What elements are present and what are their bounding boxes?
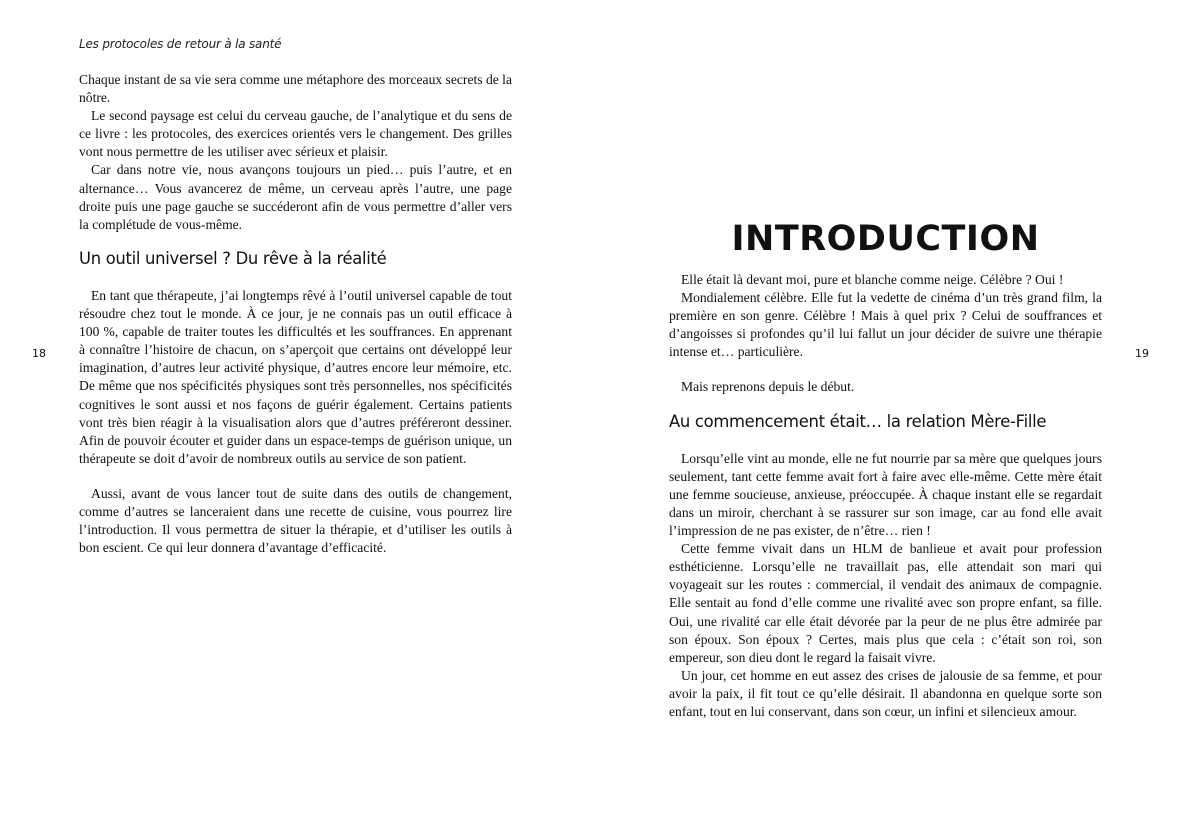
- page-number-left: 18: [32, 347, 46, 360]
- left-text-column: [79, 71, 512, 557]
- paragraph: Aussi, avant de vous lancer tout de suite dans des outils de changement, comme d’autres se lanceraient dans une recette de cuisine, vous pourrez lire l’introduction. Il vous permettra de situer la thérapie, et d’utiliser les outils à bon escient. Ce qui leur donnera d’avantage d’efficacité.: [79, 485, 512, 556]
- paragraph: Mais reprenons depuis le début.: [681, 379, 855, 395]
- right-text-column: [669, 271, 1102, 721]
- paragraph: Le second paysage est celui du cerveau gauche, de l’analytique et du sens de ce livre : les protocoles, des exercices orientés vers le changement. Des grilles vont nous permettre de les utiliser avec sérieux et plaisir.: [79, 108, 512, 160]
- right-page: [590, 0, 1181, 827]
- section-heading: Au commencement était… la relation Mère-Fille: [669, 411, 1047, 431]
- paragraph: Cette femme vivait dans un HLM de banlieue et avait pour profession esthéticienne. Lorsqu’elle ne travaillait pas, elle attendait son mari qui voyageait sur les routes : commercial, il vendait des animaux de compagnie. Elle sentait au fond d’elle comme une rivalité avec son propre enfant, sa fille. Oui, une rivalité car elle était dévorée par la peur de ne plus être admirée par son époux. Son époux ? Certes, mais plus que cela : c’était son roi, son empereur, son dieu dont le regard la faisait vivre.: [669, 541, 1102, 665]
- page-number-right: 19: [1135, 347, 1149, 360]
- chapter-title: INTRODUCTION: [731, 219, 1040, 260]
- paragraph: Lorsqu’elle vint au monde, elle ne fut nourrie par sa mère que quelques jours seulement, tant cette femme avait fort à faire avec elle-même. Cette mère était une femme soucieuse, anxieuse, préoccupée. À chaque instant elle se regardait dans un miroir, cherchant à se rassurer sur son image, car au fond elle avait l’impression de ne pas exister, de n’être… rien !: [669, 450, 1102, 539]
- running-header: Les protocoles de retour à la santé: [79, 37, 282, 51]
- paragraph: Elle était là devant moi, pure et blanche comme neige. Célèbre ? Oui !: [681, 272, 1064, 287]
- paragraph: Mondialement célèbre. Elle fut la vedette de cinéma d’un très grand film, la première en son genre. Célèbre ! Mais à quel prix ? Celui de souffrances et d’angoisses si profondes qu’il lui fallut un jour décider de suivre une thérapie intense et… particulière.: [669, 290, 1102, 360]
- section-heading: Un outil universel ? Du rêve à la réalité: [79, 248, 387, 268]
- paragraph: Chaque instant de sa vie sera comme une métaphore des morceaux secrets de la nôtre.: [79, 72, 512, 106]
- left-page: [0, 0, 590, 827]
- paragraph: Un jour, cet homme en eut assez des crises de jalousie de sa femme, et pour avoir la paix, il fit tout ce qu’elle désirait. Il abandonna en quelque sorte son enfant, tout en lui conservant, dans son cœur, un infini et silencieux amour.: [669, 667, 1102, 719]
- paragraph: Car dans notre vie, nous avançons toujours un pied… puis l’autre, et en alternance… Vous avancerez de même, un cerveau après l’autre, une page droite puis une page gauche se succéderont afin de vous permettre d’aller vers la complétude de vous-même.: [79, 162, 512, 232]
- paragraph: En tant que thérapeute, j’ai longtemps rêvé à l’outil universel capable de tout résoudre chez tout le monde. À ce jour, je ne connais pas un outil efficace à 100 %, capable de traiter toutes les difficultés et les souffrances. En apprenant à connaître l’histoire de chacun, on s’aperçoit que certains ont développé leur imagination, d’autres leur activité physique, d’autres encore leur mémoire, etc. De même que nos spécificités physiques sont très personnelles, nos spécificités cognitives le sont aussi et nos façons de guérir également. Certains patients vont très bien réagir à la visualisation alors que d’autres préféreront dessiner. Afin de pouvoir écouter et guider dans un espace-temps de guérison unique, un thérapeute se doit d’avoir de nombreux outils au service de son patient.: [79, 287, 512, 466]
